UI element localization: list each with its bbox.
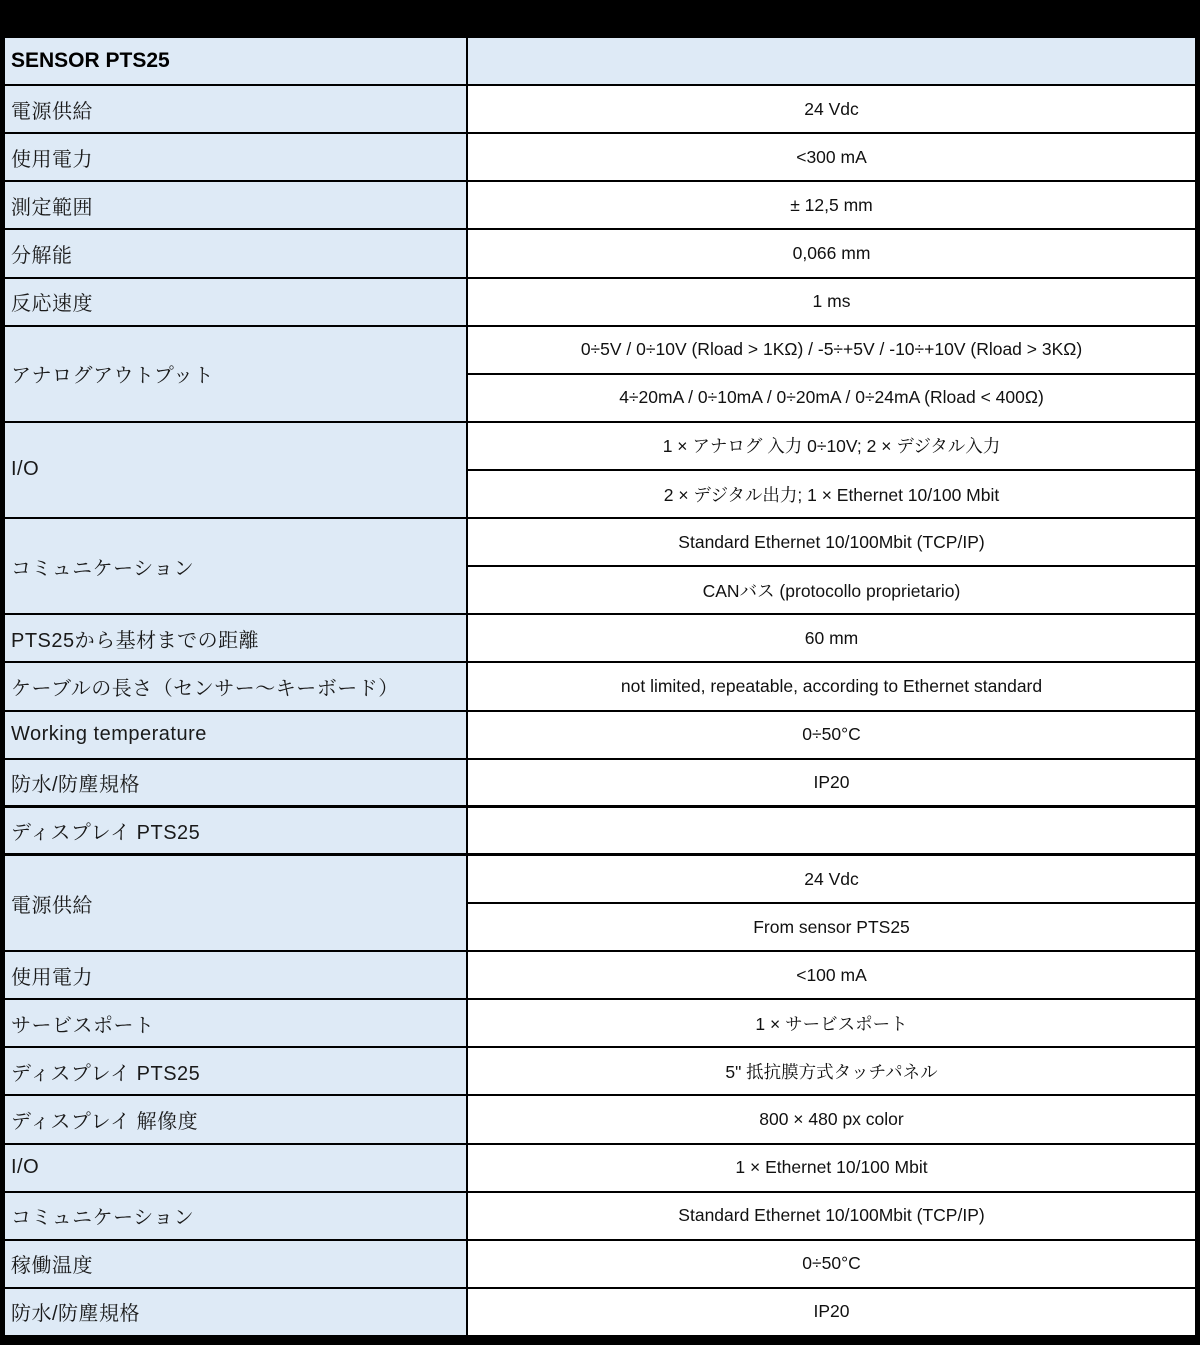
spec-label-cell: ディスプレイ PTS25 — [4, 807, 467, 855]
spec-label-cell: ディスプレイ PTS25 — [4, 1047, 467, 1095]
table-row — [4, 181, 1196, 229]
spec-value-cell: 0÷50°C — [467, 1240, 1196, 1288]
table-title-cell: SENSOR PTS25 — [4, 37, 467, 85]
spec-value-cell: not limited, repeatable, according to Ethernet standard — [467, 662, 1196, 710]
spec-label-cell: 電源供給 — [4, 855, 467, 951]
spec-value-cell: 0,066 mm — [467, 229, 1196, 277]
spec-label-cell: 分解能 — [4, 229, 467, 277]
table-row — [4, 1288, 1196, 1336]
spec-table — [3, 36, 1197, 1337]
spec-label-cell: I/O — [4, 1144, 467, 1192]
header-row — [4, 37, 1196, 85]
table-row — [4, 855, 1196, 903]
table-row — [4, 133, 1196, 181]
spec-label-cell: Working temperature — [4, 711, 467, 759]
spec-value-cell: ± 12,5 mm — [467, 181, 1196, 229]
spec-label-cell: サービスポート — [4, 999, 467, 1047]
spec-label-cell: PTS25から基材までの距離 — [4, 614, 467, 662]
spec-label-cell: I/O — [4, 422, 467, 518]
spec-value-cell: <100 mA — [467, 951, 1196, 999]
spec-value-cell: 0÷50°C — [467, 711, 1196, 759]
spec-value-cell: From sensor PTS25 — [467, 903, 1196, 951]
spec-value-cell: 2 × デジタル出力; 1 × Ethernet 10/100 Mbit — [467, 470, 1196, 518]
section-header-row — [4, 807, 1196, 855]
table-row — [4, 662, 1196, 710]
table-row — [4, 278, 1196, 326]
spec-label-cell: 測定範囲 — [4, 181, 467, 229]
table-row — [4, 1095, 1196, 1143]
spec-label-cell: 防水/防塵規格 — [4, 1288, 467, 1336]
spec-value-cell: 1 × アナログ 入力 0÷10V; 2 × デジタル入力 — [467, 422, 1196, 470]
table-row — [4, 711, 1196, 759]
spec-value-cell: 24 Vdc — [467, 85, 1196, 133]
spec-table-body — [4, 37, 1196, 1336]
spec-label-cell: 防水/防塵規格 — [4, 759, 467, 807]
table-row — [4, 614, 1196, 662]
spec-value-cell: Standard Ethernet 10/100Mbit (TCP/IP) — [467, 1192, 1196, 1240]
table-row — [4, 1192, 1196, 1240]
spec-label-cell: ケーブルの長さ（センサー～キーボード） — [4, 662, 467, 710]
spec-label-cell: アナログアウトプット — [4, 326, 467, 422]
table-row — [4, 759, 1196, 807]
table-row — [4, 518, 1196, 566]
table-row — [4, 229, 1196, 277]
spec-label-cell: コミュニケーション — [4, 518, 467, 614]
table-row — [4, 422, 1196, 470]
spec-value-cell: 0÷5V / 0÷10V (Rload > 1KΩ) / -5÷+5V / -10÷+10V (Rload > 3KΩ) — [467, 326, 1196, 374]
spec-value-cell — [467, 37, 1196, 85]
spec-label-cell: 稼働温度 — [4, 1240, 467, 1288]
spec-label-cell: ディスプレイ 解像度 — [4, 1095, 467, 1143]
spec-value-cell: 1 ms — [467, 278, 1196, 326]
table-row — [4, 999, 1196, 1047]
spec-value-cell — [467, 807, 1196, 855]
spec-value-cell: 24 Vdc — [467, 855, 1196, 903]
spec-value-cell: 1 × サービスポート — [467, 999, 1196, 1047]
spec-value-cell: 4÷20mA / 0÷10mA / 0÷20mA / 0÷24mA (Rload < 400Ω) — [467, 374, 1196, 422]
spec-value-cell: 5" 抵抗膜方式タッチパネル — [467, 1047, 1196, 1095]
spec-value-cell: 800 × 480 px color — [467, 1095, 1196, 1143]
spec-label-cell: コミュニケーション — [4, 1192, 467, 1240]
spec-value-cell: CANバス (protocollo proprietario) — [467, 566, 1196, 614]
spec-value-cell: 60 mm — [467, 614, 1196, 662]
spec-label-cell: 使用電力 — [4, 133, 467, 181]
spec-value-cell: IP20 — [467, 1288, 1196, 1336]
spec-value-cell: Standard Ethernet 10/100Mbit (TCP/IP) — [467, 518, 1196, 566]
spec-label-cell: 使用電力 — [4, 951, 467, 999]
spec-value-cell: <300 mA — [467, 133, 1196, 181]
table-row — [4, 85, 1196, 133]
spec-label-cell: 電源供給 — [4, 85, 467, 133]
table-row — [4, 951, 1196, 999]
table-row — [4, 1144, 1196, 1192]
table-row — [4, 1240, 1196, 1288]
table-row — [4, 1047, 1196, 1095]
table-row — [4, 326, 1196, 374]
spec-value-cell: 1 × Ethernet 10/100 Mbit — [467, 1144, 1196, 1192]
spec-label-cell: 反応速度 — [4, 278, 467, 326]
spec-value-cell: IP20 — [467, 759, 1196, 807]
